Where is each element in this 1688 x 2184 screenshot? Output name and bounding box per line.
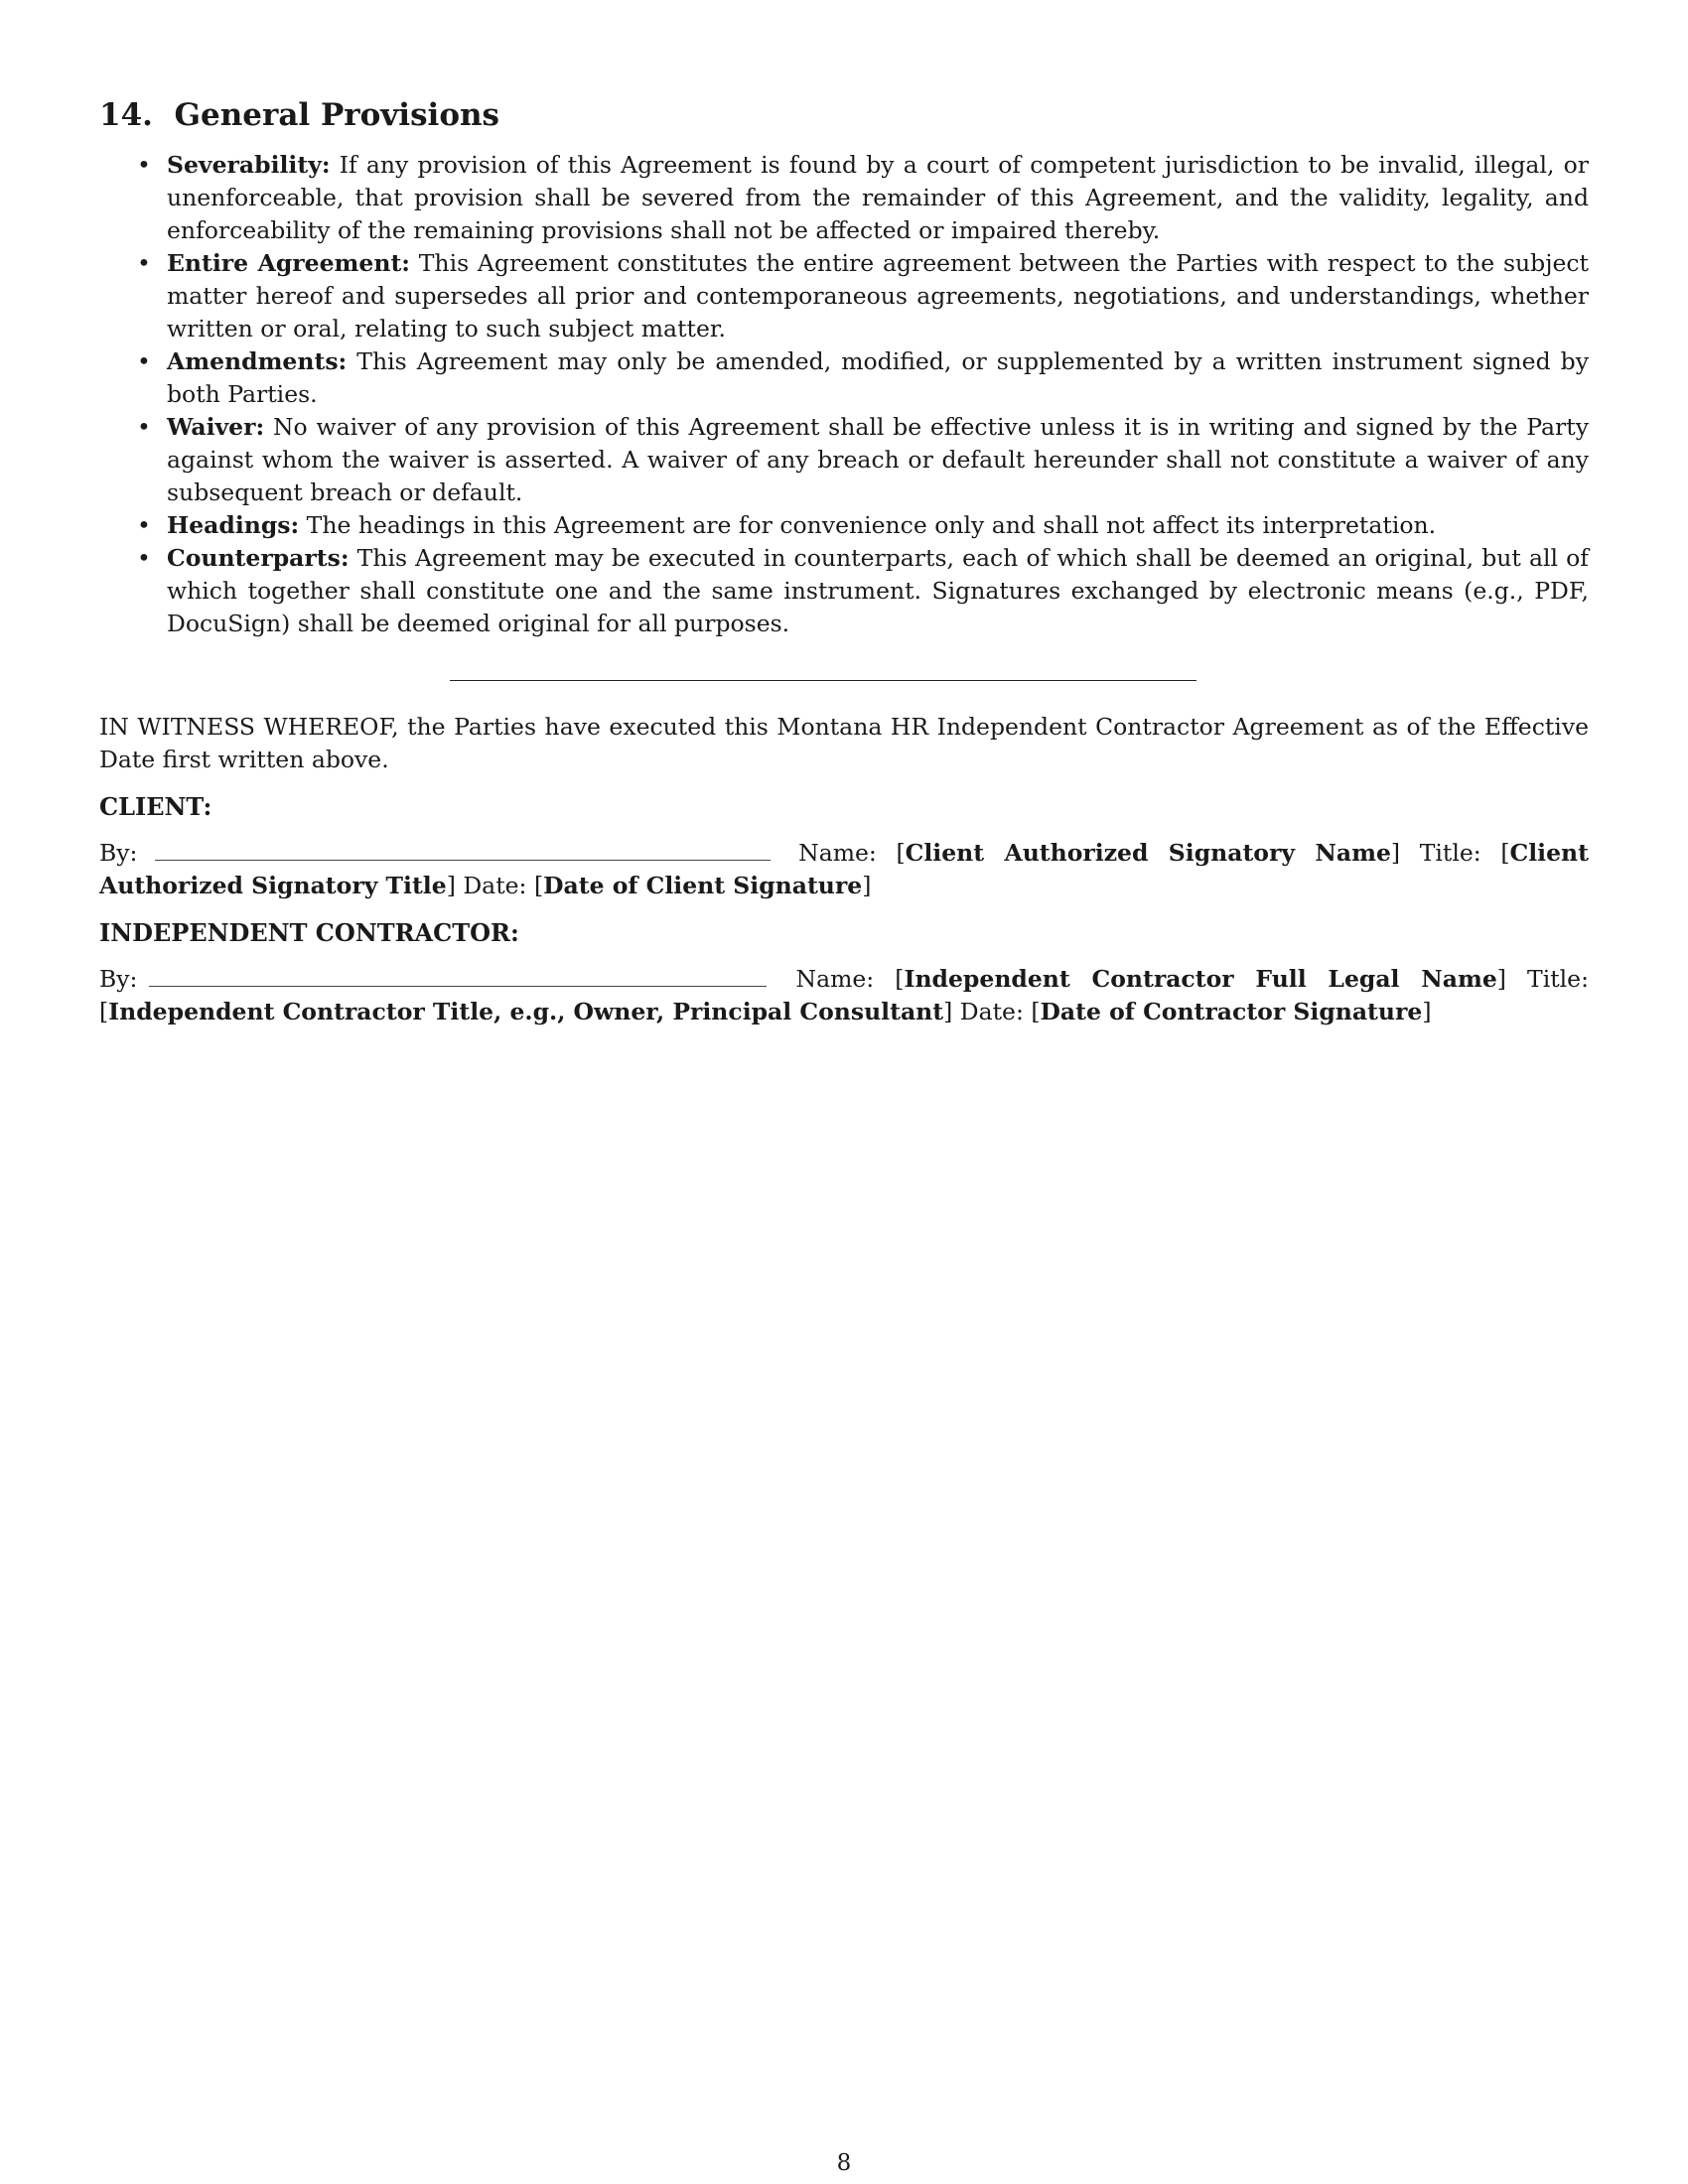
client-by-label: By: (99, 839, 138, 867)
client-heading: CLIENT: (99, 792, 212, 821)
client-signature-block: By: Name: [Client Authorized Signatory Name] Title: [Client Authorized Signatory Title] Date: [Date of Client Signature] (99, 839, 1589, 899)
provision-term: Waiver: (167, 413, 265, 441)
section-heading (99, 95, 1589, 135)
client-name-placeholder: Client Authorized Signatory Name (905, 839, 1391, 867)
bullet-icon: • (137, 544, 151, 572)
provisions-list (99, 149, 1589, 640)
provision-waiver (137, 411, 1589, 509)
contractor-date-placeholder: Date of Contractor Signature (1040, 998, 1423, 1025)
client-date-placeholder: Date of Client Signature (543, 872, 863, 899)
provision-term: Counterparts: (167, 544, 350, 572)
provision-text: No waiver of any provision of this Agreement shall be effective unless it is in writing and signed by the Party against whom the waiver is asserted. A waiver of any breach or default hereunder shall not constitute a waiver of any subsequent breach or default. (167, 413, 1589, 506)
bullet-icon: • (137, 151, 151, 179)
client-date-label: Date: (455, 872, 534, 899)
bullet-icon: • (137, 347, 151, 375)
provision-text: This Agreement may only be amended, modified, or supplemented by a written instrument signed by both Parties. (167, 347, 1589, 408)
bullet-icon: • (137, 249, 151, 277)
contractor-signature-block: By: Name: [Independent Contractor Full Legal Name] Title: [Independent Contractor Title, e.g., Owner, Principal Consultant] Date: [Date of Contractor Signature] (99, 965, 1590, 1025)
contractor-date-label: Date: (952, 998, 1032, 1025)
contractor-title-placeholder: Independent Contractor Title, e.g., Owner, Principal Consultant (108, 998, 944, 1025)
provision-headings (137, 509, 1589, 542)
provision-text: This Agreement constitutes the entire agreement between the Parties with respect to the subject matter hereof and supersedes all prior and contemporaneous agreements, negotiations, and understandings, whether written or oral, relating to such subject matter. (167, 249, 1589, 342)
provision-text: The headings in this Agreement are for convenience only and shall not affect its interpretation. (299, 511, 1437, 539)
witness-statement: IN WITNESS WHEREOF, the Parties have executed this Montana HR Independent Contractor Agreement as of the Effective Date first written above. (99, 713, 1589, 773)
bullet-icon: • (137, 413, 151, 441)
provision-severability (137, 149, 1589, 247)
contractor-heading: INDEPENDENT CONTRACTOR: (99, 918, 519, 947)
provision-term: Entire Agreement: (167, 249, 410, 277)
provision-amendments (137, 345, 1589, 411)
client-name-label: Name: (778, 839, 897, 867)
contractor-name-placeholder: Independent Contractor Full Legal Name (904, 965, 1497, 993)
client-title-label: Title: (1400, 839, 1501, 867)
provision-term: Headings: (167, 511, 300, 539)
contractor-title-label: Title: (1505, 965, 1590, 993)
provision-text: This Agreement may be executed in counterparts, each of which shall be deemed an original, but all of which together shall constitute one and the same instrument. Signatures exchanged by electronic means (e.g., PDF, DocuSign) shall be deemed original for all purposes. (167, 544, 1589, 637)
provision-text: If any provision of this Agreement is found by a court of competent jurisdiction to be invalid, illegal, or unenforceable, that provision shall be severed from the remainder of this Agreement, and the validity, legality, and enforceability of the remaining provisions shall not be affected or impaired thereby. (167, 151, 1589, 244)
contractor-by-label: By: (99, 965, 138, 993)
provision-term: Severability: (167, 151, 331, 179)
client-title-placeholder: Client Authorized Signatory Title (99, 839, 1589, 899)
provision-counterparts (137, 542, 1589, 640)
contractor-name-label: Name: (774, 965, 896, 993)
horizontal-divider (450, 680, 1196, 681)
section-title: General Provisions (174, 97, 499, 133)
page-number: 8 (836, 2150, 852, 2176)
provision-term: Amendments: (167, 347, 348, 375)
provision-entire-agreement (137, 247, 1589, 345)
document-page (99, 95, 1589, 1042)
contractor-signature-line[interactable] (149, 964, 767, 987)
client-signature-line[interactable] (155, 838, 771, 861)
section-number: 14. (99, 97, 153, 133)
bullet-icon: • (137, 511, 151, 539)
